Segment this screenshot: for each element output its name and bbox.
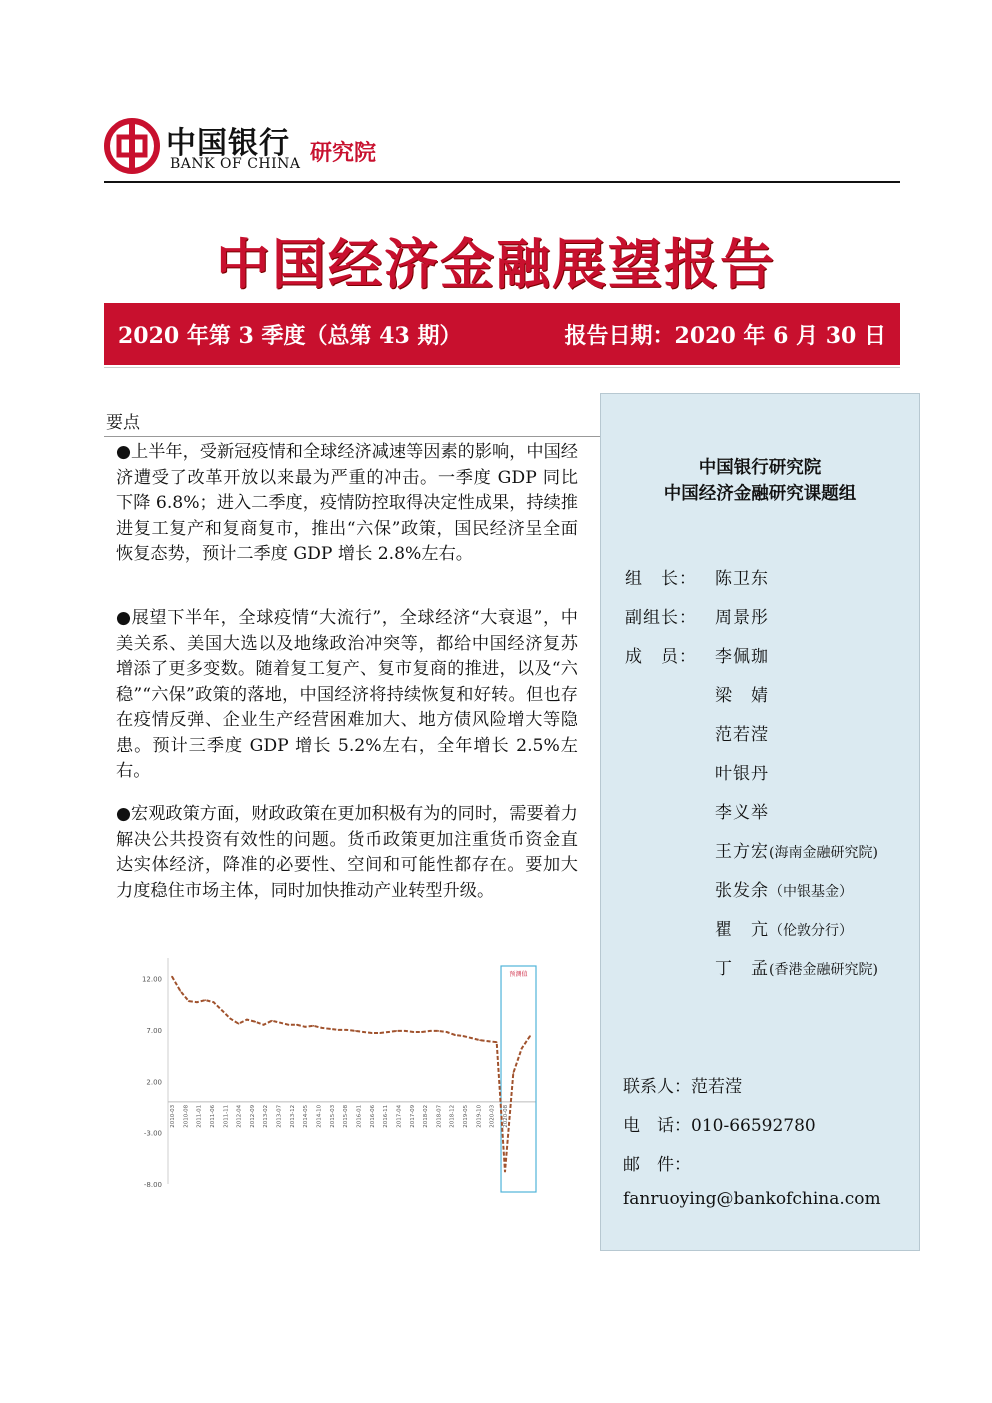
forecast-label: 预测值	[509, 971, 528, 978]
bullet-icon: ●	[116, 608, 132, 628]
key-point-paragraph	[116, 802, 578, 904]
x-tick-label: 2019-05	[463, 1104, 470, 1128]
bank-of-china-logo-icon	[104, 118, 160, 174]
member-entry	[715, 642, 769, 667]
member-name: 范若滢	[715, 725, 769, 745]
member-entry	[715, 954, 878, 979]
bullet-icon: ●	[116, 442, 132, 462]
team-name: 中国经济金融研究课题组	[663, 484, 857, 504]
member-entry	[715, 564, 769, 589]
paragraph-text: 展望下半年，全球疫情“大流行”，全球经济“大衰退”，中美关系、美国大选以及地缘政治冲突等，都给中国经济复苏增添了更多变数。随着复工复产、复市复商的推进，以及“六稳”“六保”政策的落地，中国经济将持续恢复和好转。但也存在疫情反弹、企业生产经营困难加大、地方债风险增大等隐患。预计三季度 GDP 增长 5.2%左右，全年增长 2.5%左右。	[116, 608, 578, 781]
data-point	[363, 1031, 365, 1033]
data-point	[338, 1029, 340, 1031]
key-point-paragraph	[116, 440, 578, 568]
y-tick-label: 2.00	[146, 1078, 162, 1087]
data-point	[421, 1031, 423, 1033]
member-name: 周景彤	[715, 608, 769, 628]
x-tick-label: 2016-01	[356, 1104, 363, 1128]
member-name: 李义举	[715, 803, 769, 823]
x-tick-label: 2010-03	[170, 1104, 176, 1128]
x-tick-label: 2013-12	[289, 1104, 296, 1128]
x-tick-label: 2016-06	[369, 1104, 376, 1128]
data-point	[471, 1037, 473, 1039]
institute-label: 研究院	[310, 140, 377, 166]
data-point	[313, 1025, 315, 1027]
x-tick-label: 2016-11	[383, 1104, 390, 1128]
data-point	[354, 1030, 356, 1032]
data-point	[521, 1048, 523, 1050]
data-point	[271, 1020, 273, 1022]
data-point	[371, 1032, 373, 1034]
data-point	[504, 1171, 506, 1173]
x-tick-label: 2015-08	[343, 1104, 350, 1128]
y-tick-label: -8.00	[143, 1181, 162, 1189]
data-point	[438, 1030, 440, 1032]
key-point-paragraph	[116, 606, 578, 785]
member-role: 组 长：	[625, 569, 697, 589]
x-tick-label: 2013-07	[276, 1104, 283, 1128]
report-date: 报告日期：2020 年 6 月 30 日	[564, 323, 886, 349]
banner-divider	[104, 367, 900, 368]
data-point	[321, 1027, 323, 1029]
data-point	[513, 1072, 515, 1074]
member-name: 叶银丹	[715, 764, 769, 784]
contact-phone: 电 话：010-66592780	[623, 1116, 816, 1136]
data-point	[488, 1040, 490, 1042]
x-tick-label: 2010-08	[183, 1104, 190, 1128]
issue-banner	[104, 303, 900, 365]
data-point	[205, 999, 207, 1001]
research-team-panel	[600, 393, 920, 1251]
data-point	[429, 1030, 431, 1032]
data-point	[329, 1028, 331, 1030]
member-affiliation: （中银基金）	[769, 884, 853, 900]
contact-email-label: 邮 件：	[623, 1155, 691, 1175]
key-points-heading: 要点	[106, 413, 140, 433]
member-entry	[715, 681, 769, 706]
data-point	[279, 1022, 281, 1024]
bullet-icon: ●	[116, 804, 132, 824]
member-name: 丁 孟	[715, 959, 769, 979]
data-point	[396, 1030, 398, 1032]
member-entry	[715, 915, 853, 940]
member-name: 梁 婧	[715, 686, 769, 706]
key-points-divider	[104, 436, 600, 437]
x-tick-label: 2017-09	[409, 1104, 416, 1128]
data-point	[446, 1031, 448, 1033]
member-affiliation: (海南金融研究院)	[769, 845, 878, 861]
data-point	[296, 1024, 298, 1026]
org-name: 中国银行研究院	[698, 458, 822, 478]
data-point	[213, 1001, 215, 1003]
data-point	[463, 1035, 465, 1037]
member-name: 陈卫东	[715, 569, 769, 589]
data-point	[454, 1034, 456, 1036]
logo-chinese-text: 中国银行	[166, 126, 290, 161]
data-point	[188, 1000, 190, 1002]
x-tick-label: 2015-03	[329, 1104, 336, 1128]
paragraph-text: 宏观政策方面，财政政策在更加积极有为的同时，需要着力解决公共投资有效性的问题。货币政策更加注重货币资金直达实体经济，降准的必要性、空间和可能性都存在。要加大力度稳住市场主体，同时加快推动产业转型升级。	[116, 804, 578, 901]
x-tick-label: 2018-02	[423, 1104, 430, 1128]
contact-email[interactable]: fanruoying@bankofchina.com	[623, 1189, 881, 1209]
x-tick-label: 2014-05	[303, 1104, 310, 1128]
report-title: 中国经济金融展望报告	[216, 232, 776, 296]
data-point	[288, 1024, 290, 1026]
x-tick-label: 2019-10	[476, 1104, 483, 1128]
data-point	[180, 990, 182, 992]
gdp-growth-chart	[134, 946, 558, 1196]
x-tick-label: 2020-08	[503, 1104, 510, 1128]
member-role: 成 员：	[625, 647, 697, 667]
member-name: 瞿 亢	[715, 920, 769, 940]
data-point	[229, 1018, 231, 1020]
data-point	[388, 1031, 390, 1033]
member-role: 副组长：	[625, 608, 697, 628]
x-tick-label: 2012-09	[249, 1104, 256, 1128]
member-entry	[715, 759, 769, 784]
x-tick-label: 2020-03	[489, 1104, 496, 1128]
member-entry	[715, 798, 769, 823]
data-point	[221, 1010, 223, 1012]
data-point	[529, 1035, 531, 1037]
member-entry	[715, 876, 853, 901]
data-point	[346, 1029, 348, 1031]
member-affiliation: （伦敦分行）	[769, 923, 853, 939]
x-tick-label: 2011-11	[223, 1104, 230, 1128]
y-tick-label: 7.00	[146, 1026, 162, 1035]
data-point	[496, 1041, 498, 1043]
x-tick-label: 2012-04	[236, 1104, 243, 1128]
member-name: 张发余	[715, 881, 769, 901]
data-point	[404, 1030, 406, 1032]
data-point	[171, 976, 173, 978]
gdp-series-line	[172, 977, 530, 1172]
issue-label: 2020 年第 3 季度（总第 43 期）	[118, 323, 462, 349]
header-divider	[104, 181, 900, 183]
member-affiliation: (香港金融研究院)	[769, 962, 878, 978]
contact-person: 联系人：范若滢	[623, 1077, 742, 1097]
x-tick-label: 2014-10	[316, 1104, 323, 1128]
y-tick-label: -3.00	[143, 1129, 162, 1138]
data-point	[246, 1019, 248, 1021]
x-tick-label: 2018-07	[436, 1104, 443, 1128]
paragraph-text: 上半年，受新冠疫情和全球经济减速等因素的影响，中国经济遭受了改革开放以来最为严重的冲击。一季度 GDP 同比下降 6.8%；进入二季度，疫情防控取得决定性成果，持续推进复工复产和复商复市，推出“六保”政策，国民经济呈全面恢复态势，预计二季度 GDP 增长 2.8%左右。	[116, 442, 578, 564]
data-point	[413, 1031, 415, 1033]
data-point	[196, 1001, 198, 1003]
data-point	[263, 1024, 265, 1026]
logo-english-text: BANK OF CHINA	[170, 156, 301, 172]
member-entry	[715, 837, 878, 862]
x-tick-label: 2018-12	[449, 1104, 456, 1128]
member-name: 李佩珈	[715, 647, 769, 667]
x-tick-label: 2011-06	[209, 1104, 216, 1128]
bank-logo	[104, 118, 404, 178]
y-tick-label: 12.00	[141, 975, 162, 984]
x-tick-label: 2013-02	[263, 1104, 270, 1128]
member-entry	[715, 720, 769, 745]
data-point	[254, 1021, 256, 1023]
data-point	[379, 1032, 381, 1034]
member-name: 王方宏	[715, 842, 769, 862]
data-point	[304, 1026, 306, 1028]
x-tick-label: 2017-04	[396, 1104, 403, 1128]
data-point	[238, 1023, 240, 1025]
data-point	[479, 1039, 481, 1041]
x-tick-label: 2011-01	[196, 1104, 203, 1128]
member-entry	[715, 603, 769, 628]
